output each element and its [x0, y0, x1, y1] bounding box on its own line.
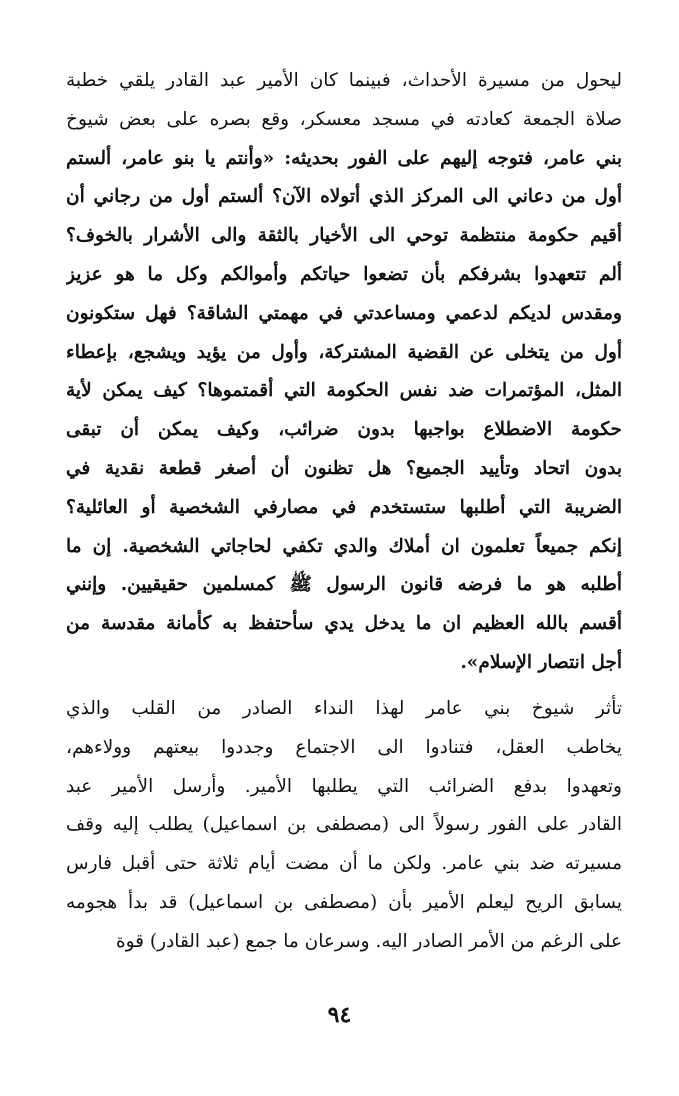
text-line: تأثر شيوخ بني عامر لهذا النداء الصادر من القلب والذي [66, 698, 622, 719]
text-line: أول من يتخلى عن القضية المشتركة، وأول من يؤيد ويشجع، بإعطاء [66, 341, 622, 363]
text-line: ومقدس لديكم لدعمي ومساعدتي في مهمتي الشاقة؟ فهل ستكونون [66, 302, 622, 324]
text-line: المثل، المؤتمرات ضد نفس الحكومة التي أقمتموها؟ كيف يمكن لأية [66, 380, 622, 402]
text-line: يسابق الريح ليعلم الأمير بأن (مصطفى بن اسماعيل) قد بدأ هجومه [66, 891, 622, 913]
text-line: أطلبه هو ما فرضه قانون الرسول ﷺ كمسلمين حقيقيين. وإنني [66, 574, 622, 596]
text-line: بدون اتحاد وتأييد الجميع؟ هل تظنون أن أصغر قطعة نقدية في [66, 457, 622, 479]
text-line: بني عامر، فتوجه إليهم على الفور بحديثه: «وأنتم يا بنو عامر، ألستم [66, 147, 622, 169]
text-line: الضريبة التي أطلبها ستستخدم في مصارفي الشخصية أو العائلية؟ [66, 496, 622, 518]
page-number: ٩٤ [327, 1002, 352, 1028]
text-line: أقسم بالله العظيم ان ما يدخل يدي سأحتفظ به كأمانة مقدسة من [66, 613, 622, 635]
paragraph-1 [66, 62, 622, 683]
text-line: حكومة الاضطلاع بواجبها بدون ضرائب، وكيف يمكن أن تبقى [66, 419, 622, 441]
text-line: القادر على الفور رسولاً الى (مصطفى بن اسماعيل) يطلب إليه وقف [66, 814, 622, 836]
text-line: إنكم جميعاً تعلمون ان أملاك والدي تكفي لحاجاتي الشخصية. إن ما [66, 535, 622, 557]
text-line: وتعهدوا بدفع الضرائب التي يطلبها الأمير. وأرسل الأمير عبد [66, 775, 622, 797]
text-line: على الرغم من الأمر الصادر اليه. وسرعان ما جمع (عبد القادر) قوة [115, 930, 622, 952]
text-line: ليحول من مسيرة الأحداث، فبينما كان الأمير عبد القادر يلقي خطبة [66, 70, 622, 91]
paragraph-2 [66, 690, 622, 962]
text-line: مسيرته ضد بني عامر. ولكن ما أن مضت أيام ثلاثة حتى أقبل فارس [66, 853, 622, 875]
text-line: أول من دعاني الى المركز الذي أتولاه الآن؟ ألستم أول من رجاني أن [66, 186, 622, 208]
text-line: صلاة الجمعة كعادته في مسجد معسكر، وقع بصره على بعض شيوخ [66, 108, 622, 130]
text-line: أقيم حكومة منتظمة توحي الى الأخيار بالثقة والى الأشرار بالخوف؟ [66, 225, 622, 247]
text-line: يخاطب العقل، فتنادوا الى الاجتماع وجددوا بيعتهم وولاءهم، [66, 736, 622, 758]
text-line: أجل انتصار الإسلام». [460, 651, 622, 673]
text-line: ألم تتعهدوا بشرفكم بأن تضعوا حياتكم وأموالكم وكل ما هو عزيز [66, 263, 622, 285]
